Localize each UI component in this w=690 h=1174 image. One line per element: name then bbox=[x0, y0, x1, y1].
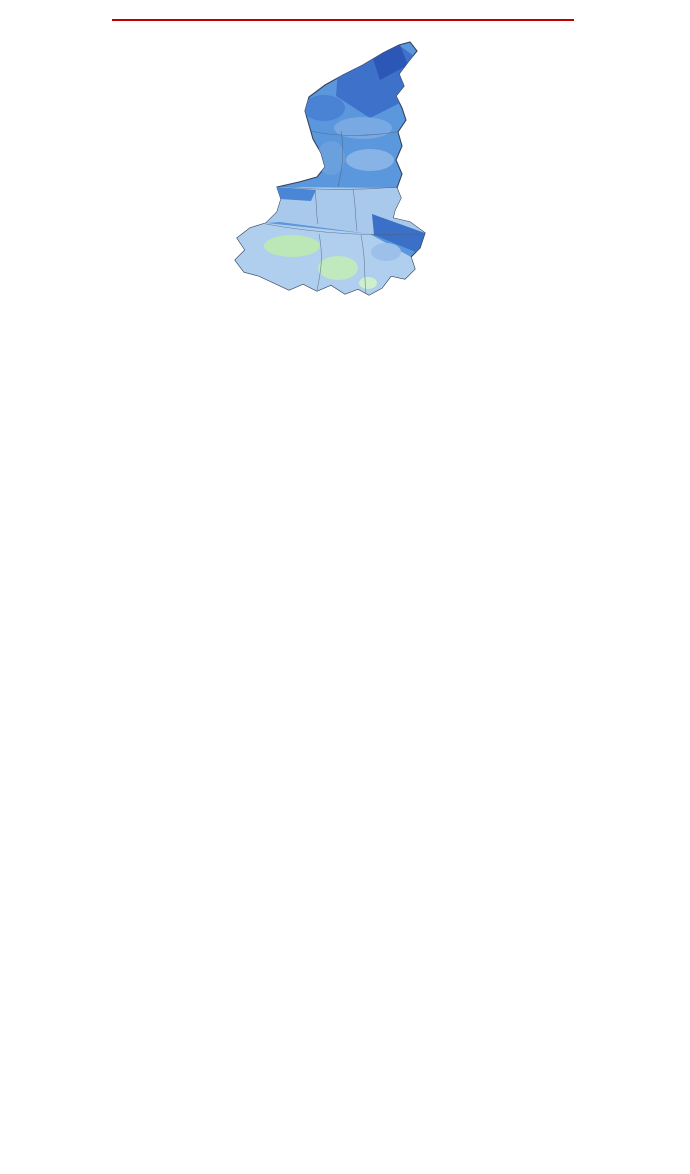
document-page bbox=[0, 14, 690, 305]
shaanxi-wind-speed-map bbox=[220, 38, 510, 300]
byline bbox=[112, 14, 574, 21]
wind-map-figure bbox=[104, 36, 602, 305]
